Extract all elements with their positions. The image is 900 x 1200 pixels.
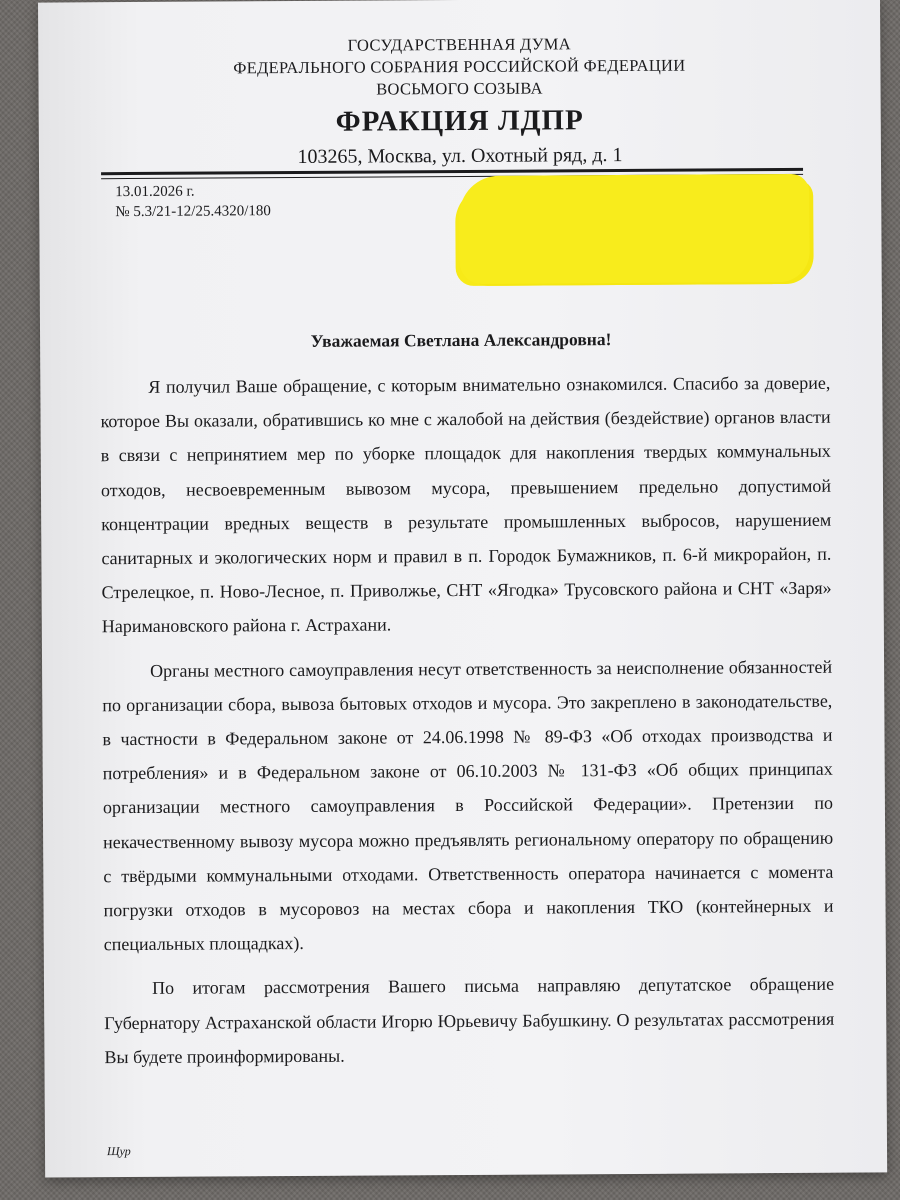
letterhead: [38, 31, 881, 172]
body-paragraph: По итогам рассмотрения Вашего письма направляю депутатское обращение Губернатору Астраханской области Игорю Юрьевичу Бабушкину. О результатах рассмотрения Вы будете проинформированы.: [104, 974, 835, 1068]
letterhead-duma: ГОСУДАРСТВЕННАЯ ДУМА: [347, 34, 572, 55]
letter-date: 13.01.2026 г.: [115, 183, 195, 201]
body-paragraph: Органы местного самоуправления несут ответственность за неисполнение обязанностей по организации сбора, вывоза бытовых отходов и мусора. Это закреплено в законодательстве, в частности в Федеральном законе от 24.06.1998 № 89-ФЗ «Об отходах производства и потребления» и в Федеральном законе от 06.10.2003 № 131-ФЗ «Об общих принципах организации местного самоуправления в Российской Федерации». Претензии по некачественному вывозу мусора можно предъявлять региональному оператору по обращению с твёрдыми коммунальными отходами. Ответственность оператора начинается с момента погрузки отходов в мусоровоз на местах сбора и накопления ТКО (контейнерных и специальных площадках).: [102, 656, 834, 955]
letterhead-faction: ФРАКЦИЯ ЛДПР: [335, 104, 584, 138]
letterhead-convocation: ВОСЬМОГО СОЗЫВА: [376, 78, 543, 99]
executor-initials: Щур: [106, 1144, 131, 1159]
letterhead-federal-assembly: ФЕДЕРАЛЬНОГО СОБРАНИЯ РОССИЙСКОЙ ФЕДЕРАЦИИ: [233, 55, 686, 78]
salutation: Уважаемая Светлана Александровна!: [310, 329, 612, 351]
letter-page: [38, 0, 887, 1178]
body-paragraph: Я получил Ваше обращение, с которым внимательно ознакомился. Спасибо за доверие, которое Вы оказали, обратившись ко мне с жалобой на действия (бездействие) органов власти в связи с непринятием мер по уборке площадок для накопления твердых коммунальных отходов, несвоевременным вывозом мусора, превышением предельно допустимой концентрации вредных веществ в результате промышленных выбросов, нарушением санитарных и экологических норм и правил в п. Городок Бумажников, п. 6-й микрорайон, п. Стрелецкое, п. Ново-Лесное, п. Приволжье, СНТ «Ягодка» Трусовского района и СНТ «Заря» Наримановского района г. Астрахани.: [100, 372, 832, 637]
letter-body: [100, 366, 834, 1085]
letterhead-address: 103265, Москва, ул. Охотный ряд, д. 1: [297, 144, 623, 168]
letter-meta: [115, 181, 271, 222]
letter-number: № 5.3/21-12/25.4320/180: [115, 203, 271, 221]
recipient-redaction: [459, 174, 810, 284]
